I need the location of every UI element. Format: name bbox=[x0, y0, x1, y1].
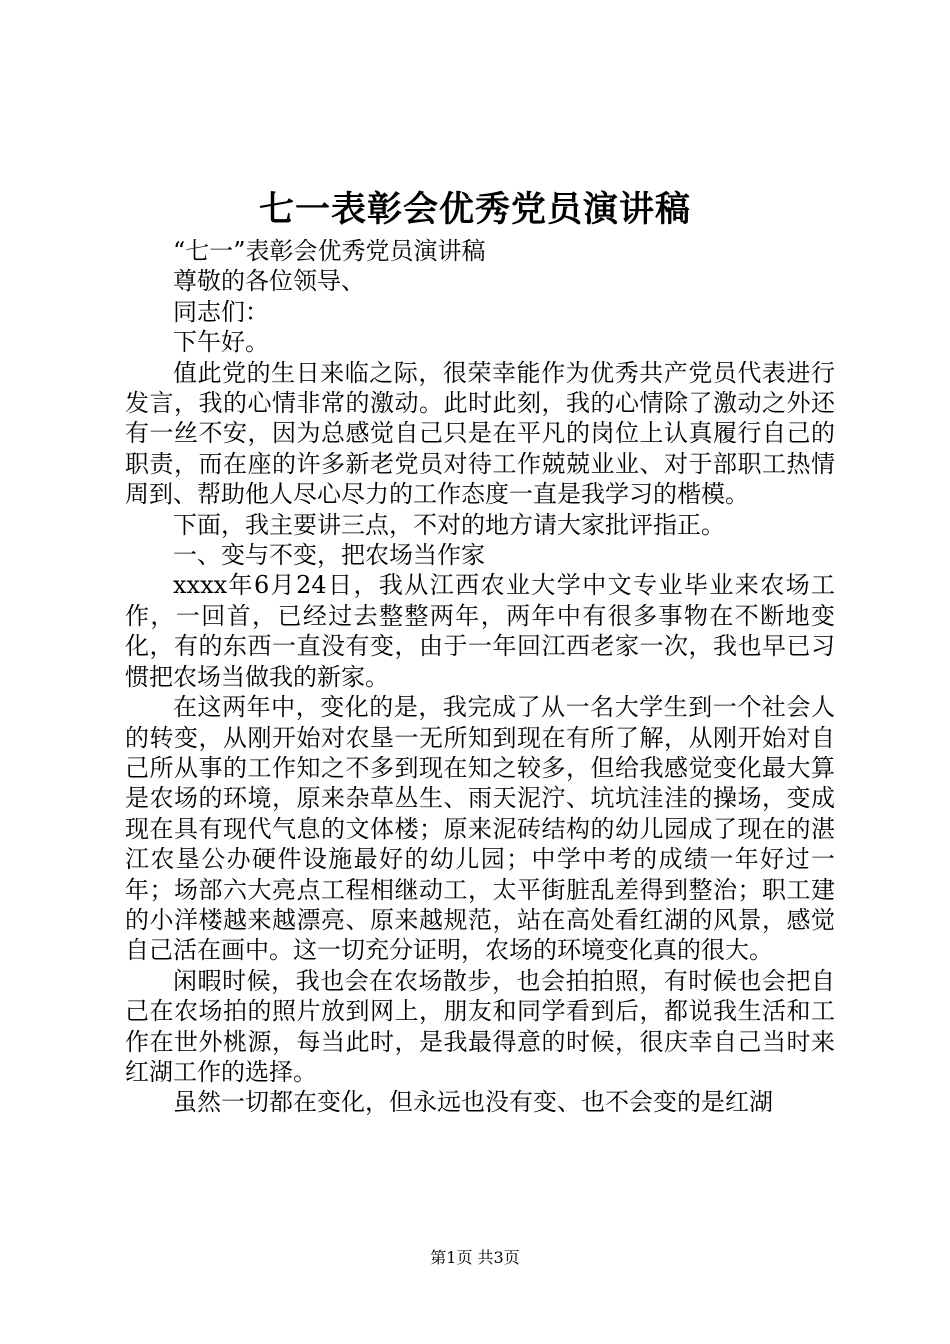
paragraph-leisure: 闲暇时候，我也会在农场散步，也会拍拍照，有时候也会把自己在农场拍的照片放到网上，朋友和同学看到后，都说我生活和工作在世外桃源，每当此时，是我最得意的时候，很庆幸自己当时来红湖工作的选择。 bbox=[125, 966, 835, 1086]
paragraph-salutation: 尊敬的各位领导、 bbox=[173, 267, 365, 296]
document-title: 七一表彰会优秀党员演讲稿 bbox=[258, 189, 691, 230]
paragraph-greeting: 下午好。 bbox=[173, 328, 269, 357]
section-heading-1: 一、变与不变，把农场当作家 bbox=[173, 541, 485, 570]
page-number-footer: 第1页 共3页 bbox=[430, 1248, 520, 1267]
paragraph-subtitle: “七一”表彰会优秀党员演讲稿 bbox=[173, 237, 486, 265]
paragraph-background: xxxx年6月24日，我从江西农业大学中文专业毕业来农场工作，一回首，已经过去整整两年，两年中有很多事物在不断地变化，有的东西一直没有变，由于一年回江西老家一次，我也早已习惯把农场当做我的新家。 bbox=[125, 571, 835, 691]
paragraph-intro-points: 下面，我主要讲三点，不对的地方请大家批评指正。 bbox=[173, 510, 725, 539]
paragraph-opening: 值此党的生日来临之际，很荣幸能作为优秀共产党员代表进行发言，我的心情非常的激动。此时此刻，我的心情除了激动之外还有一丝不安，因为总感觉自己只是在平凡的岗位上认真履行自己的职责，而在座的许多新老党员对待工作兢兢业业、对于部职工热情周到、帮助他人尽心尽力的工作态度一直是我学习的楷模。 bbox=[125, 358, 835, 509]
document-body bbox=[125, 236, 835, 1118]
paragraph-salutation-cont: 同志们： bbox=[173, 297, 269, 326]
paragraph-changes: 在这两年中，变化的是，我完成了从一名大学生到一个社会人的转变，从刚开始对农垦一无所知到现在有所了解，从刚开始对自己所从事的工作知之不多到现在知之较多，但给我感觉变化最大算是农场的环境，原来杂草丛生、雨天泥泞、坑坑洼洼的操场，变成现在具有现代气息的文体楼；原来泥砖结构的幼儿园成了现在的湛江农垦公办硬件设施最好的幼儿园；中学中考的成绩一年好过一年；场部六大亮点工程相继动工，太平街脏乱差得到整治；职工建的小洋楼越来越漂亮、原来越规范，站在高处看红湖的风景，感觉自己活在画中。这一切充分证明，农场的环境变化真的很大。 bbox=[125, 693, 835, 965]
paragraph-unchanged: 虽然一切都在变化，但永远也没有变、也不会变的是红湖 bbox=[173, 1088, 773, 1117]
